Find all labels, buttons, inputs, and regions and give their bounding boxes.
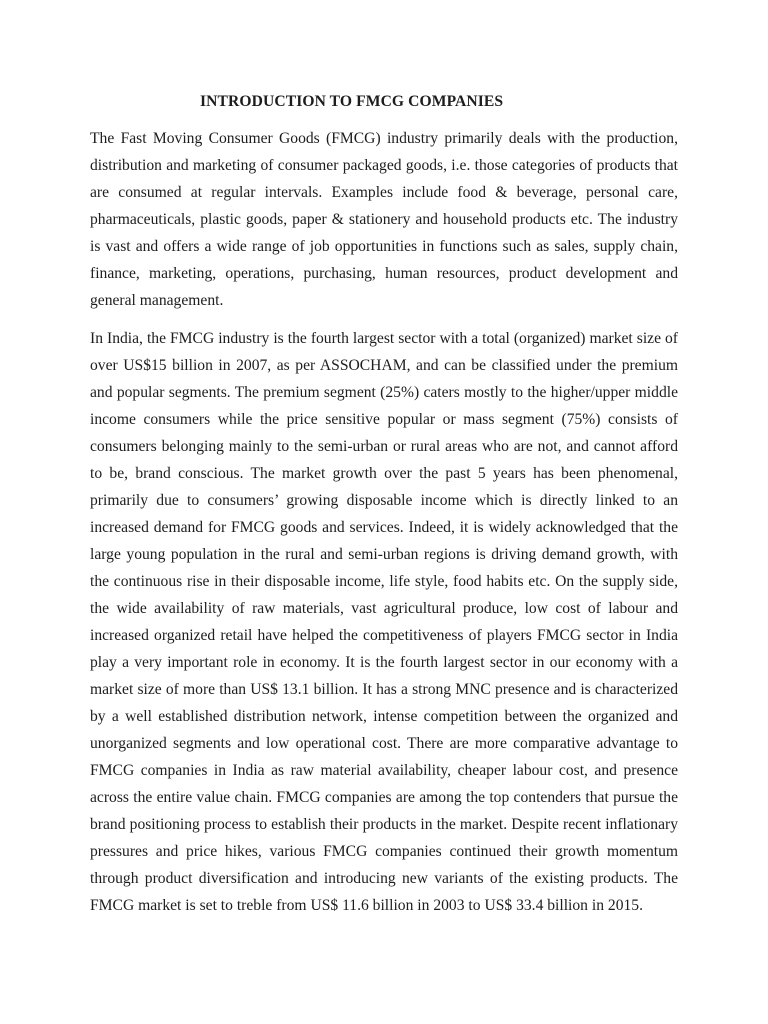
intro-paragraph: The Fast Moving Consumer Goods (FMCG) industry primarily deals with the production, distribution and marketing of consumer packaged goods, i.e. those categories of products that are consumed at regular intervals. Examples include food & beverage, personal care, pharmaceuticals, plastic goods, paper & stationery and household products etc. The industry is vast and offers a wide range of job opportunities in functions such as sales, supply chain, finance, marketing, operations, purchasing, human resources, product development and general management. xyxy=(90,130,678,309)
document-title: INTRODUCTION TO FMCG COMPANIES xyxy=(200,93,504,110)
india-market-paragraph: In India, the FMCG industry is the fourth largest sector with a total (organized) market size of over US$15 billion in 2007, as per ASSOCHAM, and can be classified under the premium and popular segments. The premium segment (25%) caters mostly to the higher/upper middle income consumers while the price sensitive popular or mass segment (75%) consists of consumers belonging mainly to the semi-urban or rural areas who are not, and cannot afford to be, brand conscious. The market growth over the past 5 years has been phenomenal, primarily due to consumers’ growing disposable income which is directly linked to an increased demand for FMCG goods and services. Indeed, it is widely acknowledged that the large young population in the rural and semi-urban regions is driving demand growth, with the continuous rise in their disposable income, life style, food habits etc. On the supply side, the wide availability of raw materials, vast agricultural produce, low cost of labour and increased organized retail have helped the competitiveness of players FMCG sector in India play a very important role in economy. It is the fourth largest sector in our economy with a market size of more than US$ 13.1 billion. It has a strong MNC presence and is characterized by a well established distribution network, intense competition between the organized and unorganized segments and low operational cost. There are more comparative advantage to FMCG companies in India as raw material availability, cheaper labour cost, and presence across the entire value chain. FMCG companies are among the top contenders that pursue the brand positioning process to establish their products in the market. Despite recent inflationary pressures and price hikes, various FMCG companies continued their growth momentum through product diversification and introducing new variants of the existing products. The FMCG market is set to treble from US$ 11.6 billion in 2003 to US$ 33.4 billion in 2015. xyxy=(90,330,678,914)
document-body xyxy=(90,88,678,930)
